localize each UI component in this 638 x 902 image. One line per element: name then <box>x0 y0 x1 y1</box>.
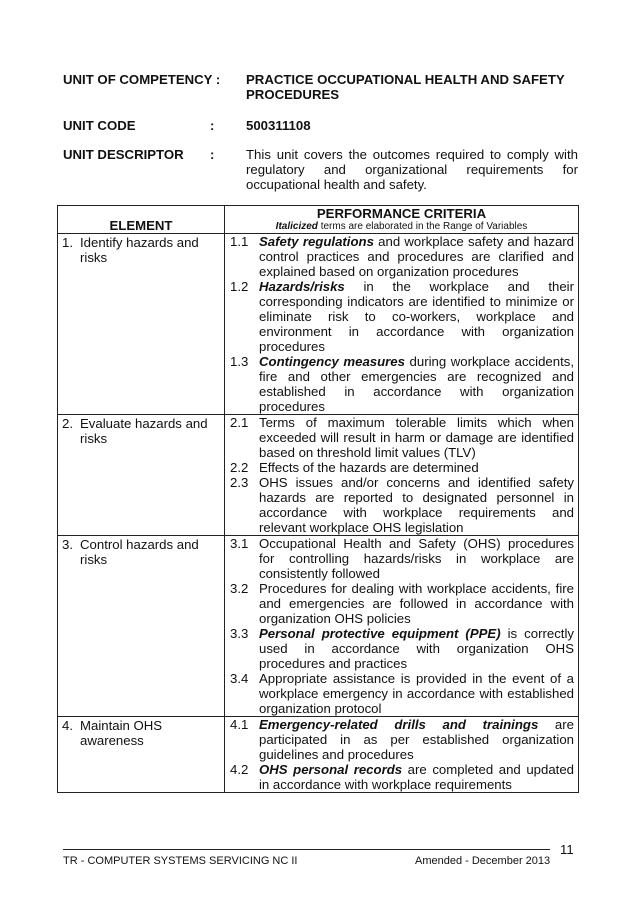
criterion-number: 2.2 <box>230 460 249 475</box>
criterion-text <box>259 536 574 581</box>
criterion-item <box>229 460 574 475</box>
criterion-text <box>259 460 574 475</box>
criterion-item <box>229 626 574 671</box>
criterion-body: Appropriate assistance is provided in the event of a workplace emergency in accordance with established organization protocol <box>259 671 574 716</box>
criterion-item <box>229 536 574 581</box>
criterion-text <box>259 717 574 762</box>
table-body <box>58 234 579 793</box>
table-row <box>58 234 579 415</box>
criterion-number: 1.3 <box>230 354 249 369</box>
criterion-text <box>259 762 574 792</box>
criterion-number: 1.1 <box>230 234 249 249</box>
criterion-key-term: Emergency-related drills and trainings <box>259 717 539 732</box>
criterion-key-term: Hazards/risks <box>259 279 345 294</box>
criterion-key-term: Contingency measures <box>259 354 405 369</box>
table-row <box>58 536 579 717</box>
competency-table <box>57 205 579 793</box>
criterion-item <box>229 717 574 762</box>
criteria-cell <box>225 717 579 793</box>
criterion-text <box>259 671 574 716</box>
criterion-number: 4.2 <box>230 762 249 777</box>
criterion-body: Occupational Health and Safety (OHS) procedures for controlling hazards/risks in workplace are consistently followed <box>259 536 574 581</box>
element-number: 3. <box>62 537 73 552</box>
criterion-text <box>259 581 574 626</box>
element-cell <box>58 717 225 793</box>
criterion-text <box>259 354 574 414</box>
criterion-number: 2.1 <box>230 415 249 430</box>
unit-of-competency-value: PRACTICE OCCUPATIONAL HEALTH AND SAFETY PROCEDURES <box>246 72 565 102</box>
criterion-key-term: Personal protective equipment (PPE) <box>259 626 501 641</box>
element-title: Identify hazards and risks <box>80 235 199 265</box>
criterion-text <box>259 279 574 354</box>
criterion-body: and workplace safety and hazard control practices and procedures are clarified and explained based on organization procedures <box>259 234 574 279</box>
footer-amended-date: Amended - December 2013 <box>415 855 551 867</box>
unit-descriptor-value: This unit covers the outcomes required to comply with regulatory and organizational requirements for occupational health and safety. <box>246 147 578 192</box>
criterion-item <box>229 475 574 535</box>
criterion-body: is correctly used in accordance with organization OHS procedures and practices <box>259 626 574 671</box>
criterion-item <box>229 234 574 279</box>
unit-descriptor-colon: : <box>210 147 215 162</box>
footer-qualification: TR - COMPUTER SYSTEMS SERVICING NC II <box>63 855 298 867</box>
element-item <box>62 235 220 265</box>
criteria-column-header <box>225 206 579 234</box>
criteria-cell <box>225 415 579 536</box>
criteria-note-rest: terms are elaborated in the Range of Variables <box>317 221 528 232</box>
criterion-item <box>229 581 574 626</box>
table-row <box>58 415 579 536</box>
criteria-cell <box>225 536 579 717</box>
element-item <box>62 537 220 567</box>
criterion-item <box>229 762 574 792</box>
criterion-body: in the workplace and their corresponding indicators are identified to minimize or eliminate risk to co-workers, workplace and environment in accordance with organization procedures <box>259 279 574 354</box>
element-number: 1. <box>62 235 73 250</box>
criterion-key-term: Safety regulations <box>259 234 374 249</box>
unit-code-label: UNIT CODE <box>63 118 136 133</box>
criterion-number: 2.3 <box>230 475 249 490</box>
criterion-number: 3.4 <box>230 671 249 686</box>
unit-of-competency-label: UNIT OF COMPETENCY : <box>63 72 221 87</box>
criterion-item <box>229 415 574 460</box>
criterion-text <box>259 626 574 671</box>
table-row <box>58 717 579 793</box>
unit-code-value: 500311108 <box>246 118 311 133</box>
criterion-body: are participated in as per established organization guidelines and procedures <box>259 717 574 762</box>
element-number: 4. <box>62 718 73 733</box>
element-cell <box>58 536 225 717</box>
criterion-number: 3.2 <box>230 581 249 596</box>
criterion-body: during workplace accidents, fire and other emergencies are recognized and established in accordance with organization procedures <box>259 354 574 414</box>
element-title: Maintain OHS awareness <box>80 718 163 748</box>
criterion-key-term: OHS personal records <box>259 762 403 777</box>
criterion-text <box>259 415 574 460</box>
criterion-body: Procedures for dealing with workplace accidents, fire and emergencies are followed in accordance with organization OHS policies <box>259 581 574 626</box>
page-number: 11 <box>560 842 574 857</box>
element-number: 2. <box>62 416 73 431</box>
criterion-body: are completed and updated in accordance with workplace requirements <box>259 762 575 792</box>
criterion-item <box>229 354 574 414</box>
footer-divider <box>63 849 550 850</box>
element-item <box>62 718 220 748</box>
criterion-number: 3.1 <box>230 536 249 551</box>
criteria-note-italic: Italicized <box>275 221 318 232</box>
criterion-body: OHS issues and/or concerns and identified safety hazards are reported to designated personnel in accordance with workplace requirements and relevant workplace OHS legislation <box>259 475 574 535</box>
element-column-header: ELEMENT <box>58 206 225 234</box>
criterion-body: Effects of the hazards are determined <box>259 460 479 475</box>
criteria-cell <box>225 234 579 415</box>
criterion-number: 4.1 <box>230 717 249 732</box>
criterion-body: Terms of maximum tolerable limits which when exceeded will result in harm or damage are identified based on threshold limit values (TLV) <box>259 415 574 460</box>
element-cell <box>58 415 225 536</box>
table-header-row <box>58 206 579 234</box>
element-item <box>62 416 220 446</box>
criterion-text <box>259 234 574 279</box>
element-title: Evaluate hazards and risks <box>80 416 208 446</box>
criterion-number: 1.2 <box>230 279 249 294</box>
criterion-number: 3.3 <box>230 626 249 641</box>
criterion-text <box>259 475 574 535</box>
element-cell <box>58 234 225 415</box>
unit-code-colon: : <box>210 118 215 133</box>
element-title: Control hazards and risks <box>80 537 199 567</box>
criteria-note <box>227 221 576 233</box>
unit-descriptor-label: UNIT DESCRIPTOR <box>63 147 184 162</box>
criterion-item <box>229 671 574 716</box>
criterion-item <box>229 279 574 354</box>
criteria-column-title: PERFORMANCE CRITERIA <box>316 206 487 221</box>
